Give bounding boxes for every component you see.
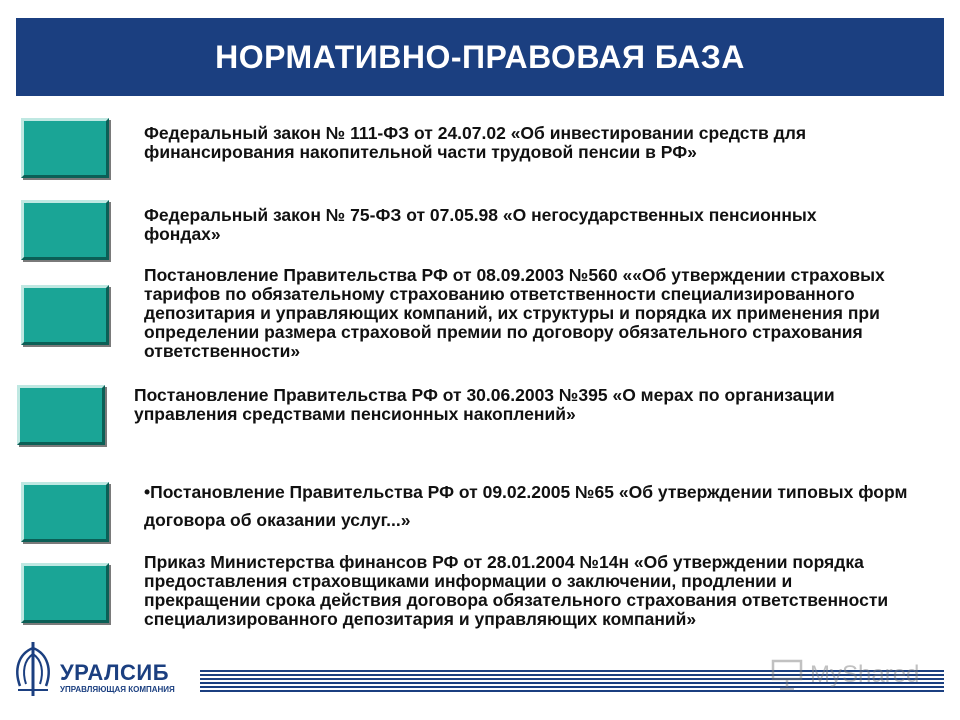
bullet-box-3 xyxy=(21,285,109,345)
bullet-box-2 xyxy=(21,200,109,260)
logo-emblem-icon xyxy=(10,640,56,698)
law-item-5-text: Постановление Правительства РФ от 09.02.2005 №65 «Об утверждении типовых форм договора об оказании услуг...» xyxy=(144,482,908,530)
watermark-text: MyShared xyxy=(810,661,920,688)
title-banner xyxy=(16,18,944,96)
logo-subtitle: УПРАВЛЯЮЩАЯ КОМПАНИЯ xyxy=(60,685,175,694)
bullet-box-6 xyxy=(21,563,109,623)
law-item-4: Постановление Правительства РФ от 30.06.2003 №395 «О мерах по организации управления средствами пенсионных накоплений» xyxy=(134,385,835,424)
law-item-5 xyxy=(144,478,924,534)
bullet-box-5 xyxy=(21,482,109,542)
law-item-6: Приказ Министерства финансов РФ от 28.01.2004 №14н «Об утверждении порядка предоставления страховщиками информации о заключении, продлении и прекращении срока действия договора обязательного страхования ответственности специализированного депозитария и управляющих компаний» xyxy=(144,552,889,629)
watermark xyxy=(770,655,930,695)
law-item-2: Федеральный закон № 75-ФЗ от 07.05.98 «О негосударственных пенсионных фондах» xyxy=(144,205,817,244)
law-item-1: Федеральный закон № 111-ФЗ от 24.07.02 «Об инвестировании средств для финансирования накопительной части трудовой пенсии в РФ» xyxy=(144,123,807,162)
bullet-dot: • xyxy=(144,482,151,502)
logo-name: УРАЛСИБ xyxy=(60,660,170,685)
uralsib-logo xyxy=(10,640,200,700)
presentation-icon xyxy=(770,657,804,691)
bullet-box-4 xyxy=(17,385,105,445)
bullet-box-1 xyxy=(21,118,109,178)
law-item-3: Постановление Правительства РФ от 08.09.2003 №560 ««Об утверждении страховых тарифов по обязательному страхованию ответственности специализированного депозитария и управляющих компаний, их структуры и порядка их применения при определении размера страховой премии по договору обязательного страхования ответственности» xyxy=(144,265,885,361)
page-title: НОРМАТИВНО-ПРАВОВАЯ БАЗА xyxy=(215,38,745,75)
